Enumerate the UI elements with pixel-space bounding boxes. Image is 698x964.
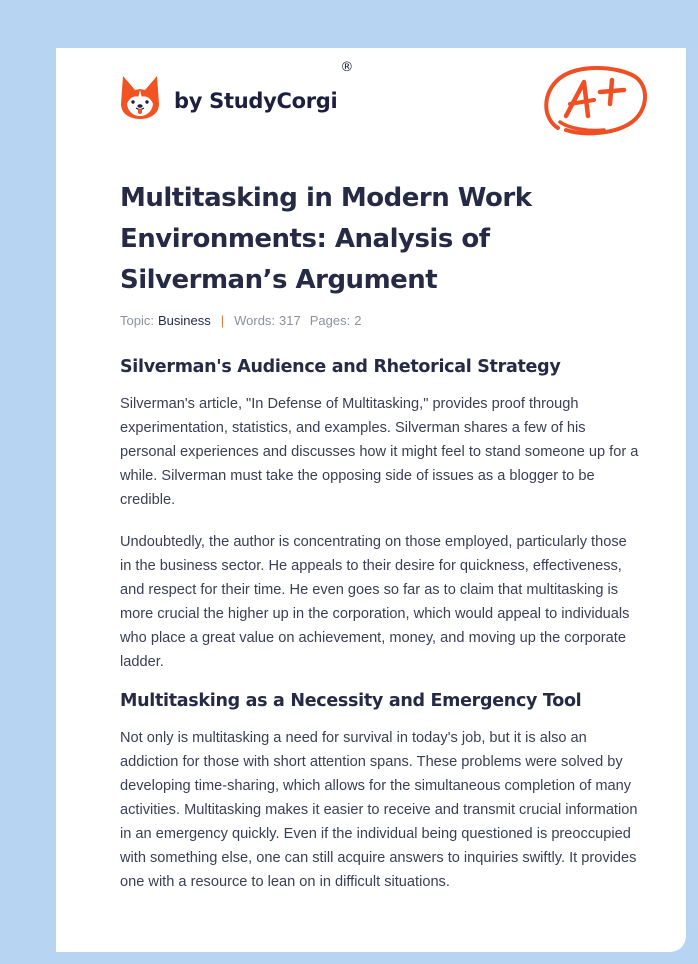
paragraph: Silverman's article, "In Defense of Multitasking," provides proof through experimentation, statistics, and examples. Silverman shares a few of his personal experiences and discusses how it might feel to stand someone up for a while. Silverman must take the opposing side of issues as a blogger to be credible. <box>120 396 639 508</box>
topic-value[interactable]: Business <box>157 313 211 328</box>
header <box>120 60 354 120</box>
words-value: 317 <box>279 313 301 328</box>
document-card <box>56 48 686 952</box>
page-title: Multitasking in Modern Work Environments: Analysis of Silverman’s Argument <box>120 183 532 295</box>
a-plus-grade-icon <box>538 60 650 140</box>
pages-value: 2 <box>354 313 362 328</box>
corgi-logo-icon <box>120 74 160 120</box>
paragraph: Undoubtedly, the author is concentrating on those employed, particularly those in the business sector. He appeals to their desire for quickness, effectiveness, and respect for their time. He even goes so far as to claim that multitasking is more crucial the higher up in the corporation, which would appeal to individuals who place a great value on achievement, money, and moving up the corporate ladder. <box>120 534 630 670</box>
words-label: Words: <box>234 313 276 328</box>
section-heading: Silverman's Audience and Rhetorical Strategy <box>120 357 561 377</box>
section-heading: Multitasking as a Necessity and Emergency Tool <box>120 691 582 711</box>
topic-label: Topic: <box>120 313 154 328</box>
brand-name: by StudyCorgi <box>174 89 338 113</box>
meta-separator: | <box>220 313 225 328</box>
pages-label: Pages: <box>309 313 351 328</box>
registered-mark: ® <box>340 60 354 75</box>
article <box>120 178 640 894</box>
paragraph: Not only is multitasking a need for survival in today's job, but it is also an addiction for those with short attention spans. These problems were solved by developing time-sharing, which allows for the simultaneous completion of many activities. Multitasking makes it easier to receive and transmit crucial information in an emergency quickly. Even if the individual being questioned is preoccupied with something else, one can still acquire answers to inquiries swiftly. It provides one with a resource to lean on in difficult situations. <box>120 730 638 890</box>
article-meta <box>120 313 640 328</box>
